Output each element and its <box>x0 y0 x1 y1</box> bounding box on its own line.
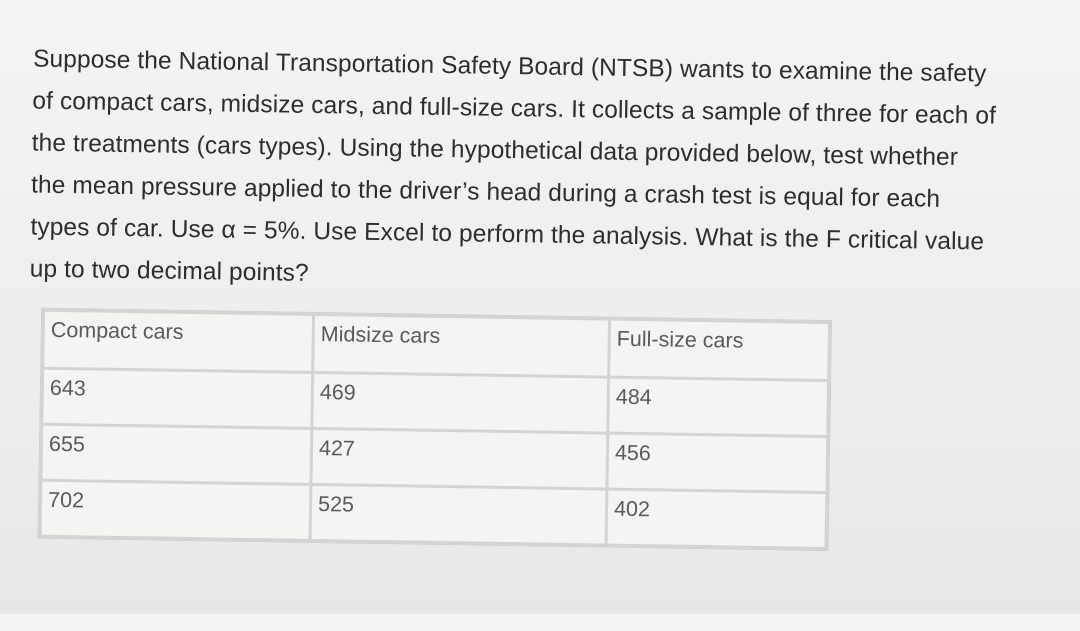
column-header-midsize-cars: Midsize cars <box>313 314 610 377</box>
question-text <box>29 39 1053 307</box>
question-line: of compact cars, midsize cars, and full-size cars. It collects a sample of three for each of <box>32 87 997 130</box>
question-line: types of car. Use α = 5%. Use Excel to perform the analysis. What is the F critical value <box>30 213 985 256</box>
table-cell: 469 <box>312 372 609 433</box>
table-cell: 402 <box>606 489 827 548</box>
question-line: the mean pressure applied to the driver’s head during a crash test is equal for each <box>30 171 941 213</box>
column-header-compact-cars: Compact cars <box>43 310 314 372</box>
table-cell: 655 <box>41 424 312 484</box>
table-cell: 525 <box>310 484 607 545</box>
data-table <box>39 309 831 550</box>
table-cell: 643 <box>42 368 313 428</box>
question-line: the treatments (cars types). Using the hypothetical data provided below, test whether <box>31 129 959 172</box>
column-header-full-size-cars: Full-size cars <box>609 319 830 380</box>
table-cell: 456 <box>607 433 828 492</box>
table-cell: 427 <box>311 428 608 489</box>
table-cell: 484 <box>608 377 829 436</box>
question-line: up to two decimal points? <box>29 255 309 287</box>
table-cell: 702 <box>40 480 311 540</box>
question-line: Suppose the National Transportation Safety Board (NTSB) wants to examine the safety <box>32 45 987 88</box>
table-row <box>40 480 827 548</box>
